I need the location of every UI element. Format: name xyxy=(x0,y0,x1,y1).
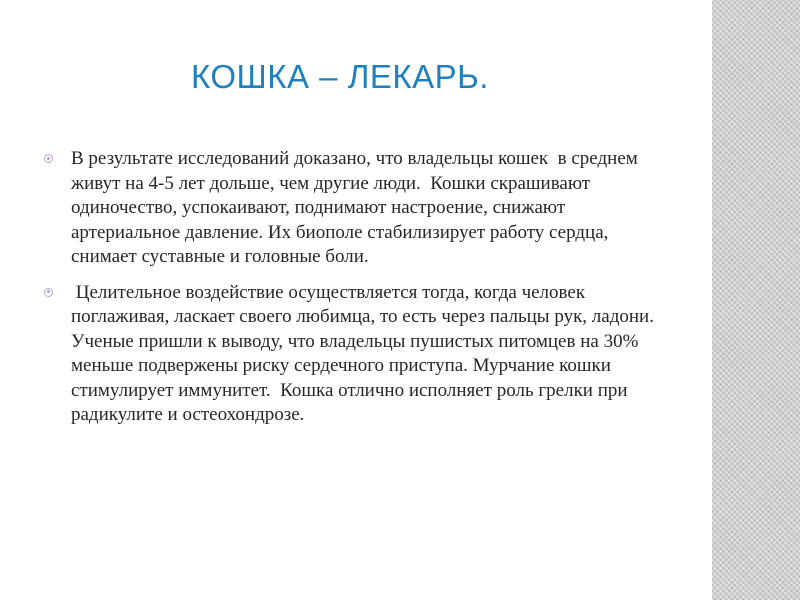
bullet-list xyxy=(44,147,659,439)
bullet-item-1 xyxy=(44,147,659,270)
ring-bullet-icon xyxy=(44,154,53,163)
slide-title: КОШКА – ЛЕКАРЬ. xyxy=(191,58,489,95)
bullet-text: В результате исследований доказано, что владельцы кошек в среднем живут на 4-5 лет дольше, чем другие люди. Кошки скрашивают одиночество, успокаивают, поднимают настроение, снижают артериальное давление. Их биополе стабилизирует работу сердца, снимает суставные и головные боли. xyxy=(71,148,643,267)
bullet-text: Целительное воздействие осуществляется тогда, когда человек поглаживая, ласкает своего любимца, то есть через пальцы рук, ладони. Ученые пришли к выводу, что владельцы пушистых питомцев на 30% меньше подвержены риску сердечного приступа. Мурчание кошки стимулирует иммунитет. Кошка отлично исполняет роль грелки при радикулите и остеохондрозе. xyxy=(71,281,659,425)
bullet-item-2 xyxy=(44,281,659,428)
ring-bullet-icon xyxy=(44,288,53,297)
decorative-side-band xyxy=(712,0,800,600)
